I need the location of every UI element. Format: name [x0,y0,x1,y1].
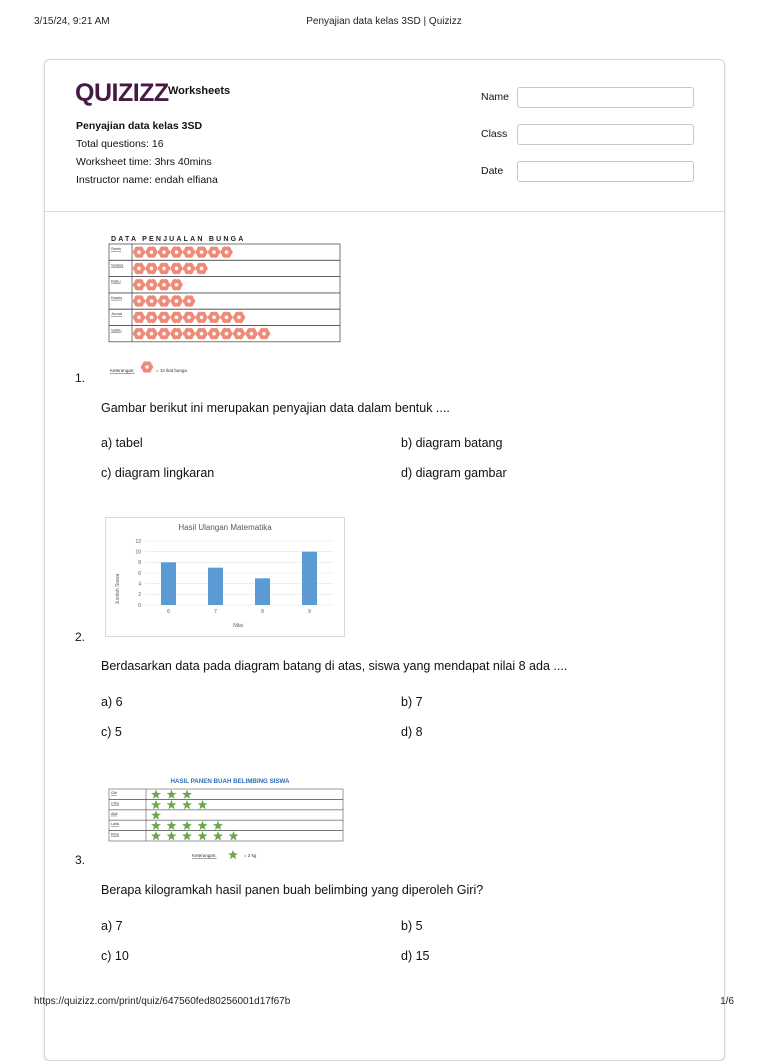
logo-subtitle: Worksheets [168,85,231,97]
date-label: Date [481,165,504,177]
worksheet-header [45,60,724,212]
pictograph-row-label: Selasa [111,262,124,268]
starfruit-pictograph [106,773,346,863]
flower-icon [183,263,195,274]
flower-icon [258,328,270,339]
pictograph-row-label: Senin [111,246,122,251]
question-1-number: 1. [75,371,86,385]
flower-icon [183,328,195,339]
print-datetime: 3/15/24, 9:21 AM [34,16,110,27]
star-icon [167,800,177,809]
chart-xtick-label: 6 [167,609,170,615]
starfruit-row-label: Giri [111,791,117,795]
star-icon [151,831,161,840]
pictograph-legend-label: Keterangan: [110,368,135,373]
flower-pictograph [106,232,342,380]
star-icon [182,789,192,798]
pictograph-title: DATA PENJUALAN BUNGA [111,236,246,243]
flower-icon [133,246,145,257]
flower-icon [141,361,153,372]
flower-icon [183,295,195,306]
star-icon [182,831,192,840]
quiz-title: Penyajian data kelas 3SD [76,120,203,132]
star-icon [213,831,223,840]
chart-ytick-label: 2 [138,592,141,599]
flower-icon [133,295,145,306]
starfruit-legend-value: = 2 kg [244,853,257,858]
flower-icon [245,328,257,339]
starfruit-row [109,820,343,830]
chart-ytick-label: 12 [135,538,141,545]
print-url: https://quizizz.com/print/quiz/647560fed80256001d17f67b [34,996,291,1007]
flower-icon [170,312,182,323]
star-icon [167,821,177,830]
star-icon [198,821,208,830]
star-icon [198,800,208,809]
total-questions: Total questions: 16 [76,138,164,150]
question-3-number: 3. [75,853,86,867]
q2-option-d[interactable]: d) 8 [401,725,423,739]
chart-bar [255,578,270,605]
q1-option-b[interactable]: b) diagram batang [401,436,503,450]
q2-option-b[interactable]: b) 7 [401,695,423,709]
flower-icon [158,328,170,339]
worksheet-time: Worksheet time: 3hrs 40mins [76,156,212,168]
name-field[interactable] [517,87,694,108]
star-icon [151,810,161,819]
star-icon [151,789,161,798]
flower-icon [133,279,145,290]
question-1-text: Gambar berikut ini merupakan penyajian data dalam bentuk .... [101,401,450,415]
flower-icon [145,263,157,274]
flower-icon [158,295,170,306]
class-field[interactable] [517,124,694,145]
flower-icon [208,312,220,323]
flower-icon [195,328,207,339]
starfruit-row-label: Rina [111,832,119,837]
flower-icon [170,295,182,306]
q3-option-c[interactable]: c) 10 [101,949,129,963]
flower-icon [145,328,157,339]
starfruit-row-label: Laila [111,822,120,827]
starfruit-row [109,810,343,820]
flower-icon [195,246,207,257]
question-3-text: Berapa kilogramkah hasil panen buah belimbing yang diperoleh Giri? [101,883,484,897]
flower-icon [208,246,220,257]
flower-icon [208,328,220,339]
date-field[interactable] [517,161,694,182]
chart-bar [161,562,176,605]
flower-icon [133,312,145,323]
starfruit-row-label: Citra [111,801,120,806]
chart-xtick-label: 7 [214,609,217,615]
q3-option-d[interactable]: d) 15 [401,949,430,963]
chart-title: Hasil Ulangan Matematika [178,523,272,532]
question-2-number: 2. [75,630,86,644]
starfruit-table [109,789,343,841]
name-label: Name [481,91,510,103]
star-icon [167,789,177,798]
flower-icon [233,328,245,339]
q2-option-a[interactable]: a) 6 [101,695,123,709]
star-legend-icon [228,850,238,859]
pictograph-table [109,244,340,342]
chart-xlabel: Nilai [233,623,243,629]
flower-icon [145,295,157,306]
chart-ytick-label: 8 [138,560,141,567]
star-icon [228,850,238,859]
star-icon [182,800,192,809]
pictograph-row-label: Rabu [111,278,121,284]
question-2-text: Berdasarkan data pada diagram batang di atas, siswa yang mendapat nilai 8 ada .... [101,659,568,673]
flower-icon [133,263,145,274]
flower-icon [170,328,182,339]
q1-option-c[interactable]: c) diagram lingkaran [101,466,215,480]
starfruit-row [109,789,343,799]
q3-option-a[interactable]: a) 7 [101,919,123,933]
flower-icon [145,246,157,257]
star-icon [182,821,192,830]
q3-option-b[interactable]: b) 5 [401,919,423,933]
chart-ytick-label: 4 [138,581,141,588]
flower-icon [195,263,207,274]
chart-bar [302,552,317,605]
pictograph-legend-value: = 10 ikat bunga [156,368,187,373]
flower-icon [183,246,195,257]
q1-option-a[interactable]: a) tabel [101,436,143,450]
flower-icon [145,279,157,290]
flower-icon [220,312,232,323]
print-title: Penyajian data kelas 3SD | Quizizz [306,16,462,27]
math-results-bar-chart [105,517,345,637]
flower-icon [170,263,182,274]
flower-icon [220,328,232,339]
chart-xtick-label: 8 [261,609,264,615]
chart-xtick-label: 9 [308,609,311,615]
star-icon [151,821,161,830]
starfruit-title: HASIL PANEN BUAH BELIMBING SISWA [170,778,290,785]
pictograph-row-label: Kamis [111,294,123,300]
chart-ytick-label: 0 [138,602,141,609]
instructor-name: Instructor name: endah elfiana [76,174,218,186]
star-icon [167,831,177,840]
class-label: Class [481,128,508,140]
flower-legend-icon [141,361,153,372]
chart-ytick-label: 6 [138,570,141,577]
flower-icon [195,312,207,323]
chart-bar [208,568,223,605]
chart-ytick-label: 10 [135,549,141,556]
q1-option-d[interactable]: d) diagram gambar [401,466,507,480]
starfruit-row [109,831,343,841]
star-icon [229,831,239,840]
starfruit-legend-label: Keterangan: [192,853,217,858]
chart-ylabel: Jumlah Siswa [115,573,121,605]
star-icon [213,821,223,830]
starfruit-row [109,799,343,809]
star-icon [151,800,161,809]
flower-icon [145,312,157,323]
starfruit-row-label: Aldi [111,811,118,816]
flower-icon [158,263,170,274]
quizizz-logo: QUIZIZZ [75,79,169,107]
pictograph-row-label: Sabtu [111,327,122,333]
flower-icon [220,246,232,257]
flower-icon [158,279,170,290]
flower-icon [170,246,182,257]
flower-icon [158,312,170,323]
flower-icon [233,312,245,323]
pictograph-row-label: Jumat [111,311,122,317]
flower-icon [133,328,145,339]
q2-option-c[interactable]: c) 5 [101,725,122,739]
flower-icon [183,312,195,323]
print-page-number: 1/6 [720,996,734,1007]
star-icon [198,831,208,840]
flower-icon [170,279,182,290]
flower-icon [158,246,170,257]
